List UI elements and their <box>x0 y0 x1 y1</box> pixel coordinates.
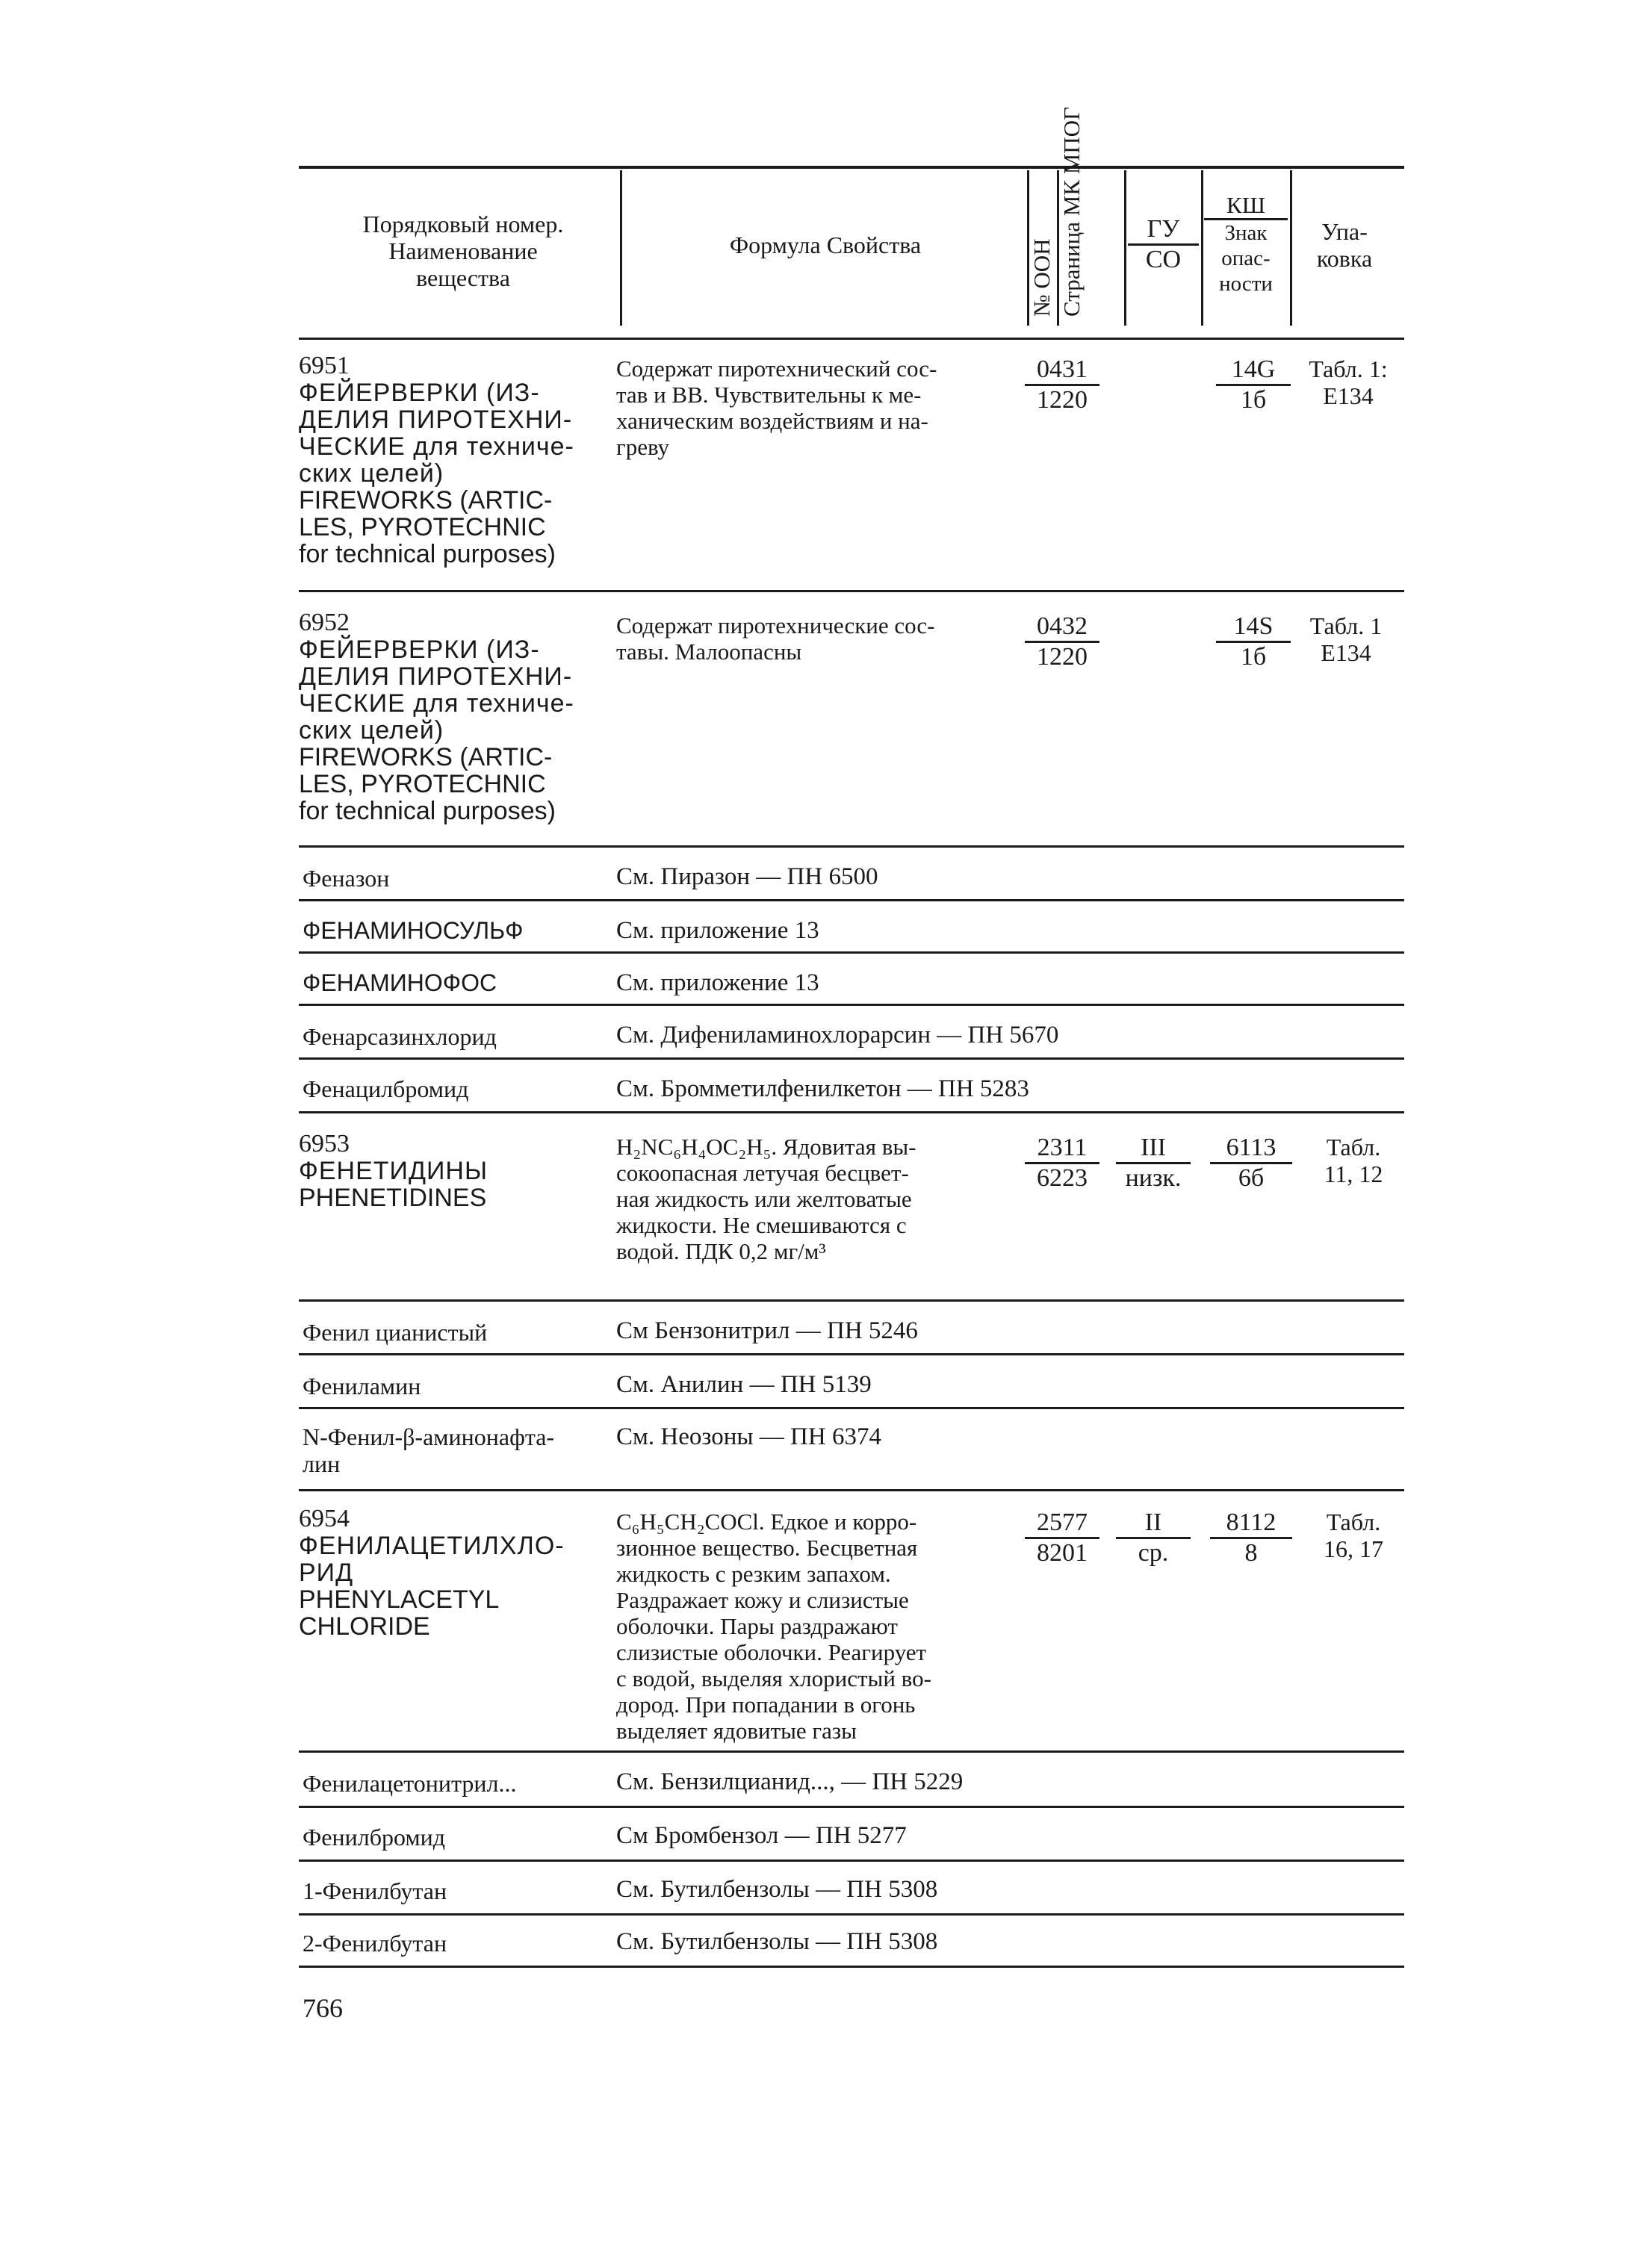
hazard-sign: 6б <box>1238 1164 1265 1192</box>
ref-text: См. приложение 13 <box>616 969 819 996</box>
row-rule <box>299 1299 1404 1302</box>
entry-6952-un-page <box>1025 612 1099 671</box>
row-rule <box>299 951 1404 954</box>
ref-name: ФЕНАМИНОФОС <box>303 969 497 996</box>
header-col-un: № ООН <box>1029 238 1055 317</box>
entry-6952-name <box>299 609 612 824</box>
row-rule <box>299 1913 1404 1916</box>
entry-6951-un-page <box>1025 355 1099 414</box>
un-number: 0431 <box>1025 355 1099 386</box>
entry-name-en: FIREWORKS (ARTIC- LES, PYROTECHNIC for technical purposes) <box>299 743 556 825</box>
row-rule <box>299 1966 1404 1968</box>
row-rule <box>299 1004 1404 1006</box>
ksh-code: 6113 <box>1210 1134 1292 1164</box>
ref-name: Фениламин <box>303 1373 421 1399</box>
ref-text: См. Бутилбензолы — ПН 5308 <box>616 1876 938 1903</box>
gu-code: II <box>1116 1509 1191 1539</box>
header-col-ksh <box>1204 193 1288 296</box>
ksh-code: 8112 <box>1210 1509 1292 1539</box>
row-rule <box>299 845 1404 848</box>
header-divider <box>1201 170 1203 326</box>
row-rule <box>299 1407 1404 1409</box>
entry-6952-desc: Содержат пиротехнические сос- тавы. Малоопасны <box>616 612 935 665</box>
entry-number: 6953 <box>299 1130 350 1158</box>
row-rule <box>299 1806 1404 1808</box>
hazard-sign: 8 <box>1244 1539 1258 1567</box>
header-ksh: КШ <box>1204 193 1288 220</box>
hazard-sign: 1б <box>1240 386 1267 414</box>
ref-name: Фенилбромид <box>303 1824 446 1851</box>
ref-text: См. Бромметилфенилкетон — ПН 5283 <box>616 1075 1029 1102</box>
header-gu: ГУ <box>1128 215 1199 246</box>
ksh-code: 14G <box>1216 355 1291 386</box>
entry-6954-desc: C₆H₅CH₂COCl. Едкое и корро- зионное вещество. Бесцветная жидкость с резким запахом. Раздражает кожу и слизистые оболочки. Пары раздражают слизистые оболочки. Реагирует с водой, выделяя хлористый во- дород. При попадании в огонь выделяет ядовитые газы <box>616 1509 931 1744</box>
row-rule <box>299 1057 1404 1060</box>
entry-6951-desc: Содержат пиротехнический сос- тав и ВВ. Чувствительны к ме- ханическим воздействиям и на- греву <box>616 355 937 460</box>
header-divider <box>1124 170 1126 326</box>
header-sign: Знак опас- ности <box>1219 221 1273 296</box>
ref-name: Фенилацетонитрил... <box>303 1770 517 1797</box>
header-col-gu-co <box>1128 215 1199 274</box>
header-bottom-rule <box>299 338 1404 340</box>
entry-name-ru: ФЕНИЛАЦЕТИЛХЛО- РИД <box>299 1532 565 1587</box>
co-code: ср. <box>1138 1539 1169 1567</box>
entry-name-ru: ФЕЙЕРВЕРКИ (ИЗ- ДЕЛИЯ ПИРОТЕХНИ- ЧЕСКИЕ для техниче- ских целей) <box>299 636 574 745</box>
entry-6951-pack: Табл. 1: Е134 <box>1309 355 1388 409</box>
entry-name-ru: ФЕЙЕРВЕРКИ (ИЗ- ДЕЛИЯ ПИРОТЕХНИ- ЧЕСКИЕ для техниче- ских целей) <box>299 379 574 488</box>
header-top-rule <box>299 166 1404 169</box>
ref-name: 2-Фенилбутан <box>303 1930 447 1957</box>
header-col-pack: Упа- ковка <box>1316 218 1373 272</box>
page-number: 766 <box>303 1993 343 2023</box>
header-col-page: Страница МК МПОГ <box>1058 107 1085 317</box>
entry-6954-un-page <box>1025 1509 1099 1568</box>
entry-number: 6952 <box>299 609 350 636</box>
co-code: низк. <box>1125 1164 1182 1192</box>
entry-6953-ksh-sign <box>1210 1134 1292 1193</box>
row-rule <box>299 1489 1404 1491</box>
ref-text: См. приложение 13 <box>616 917 819 944</box>
header-divider <box>620 170 622 326</box>
ref-text: См. Неозоны — ПН 6374 <box>616 1423 881 1450</box>
ref-text: См Бензонитрил — ПН 5246 <box>616 1317 918 1344</box>
page-number-ref: 6223 <box>1037 1164 1088 1192</box>
entry-6953-desc: H₂NC₆H₄OC₂H₅. Ядовитая вы- сокоопасная летучая бесцвет- ная жидкость или желтоватые жидкости. Не смешиваются с водой. ПДК 0,2 мг/м³ <box>616 1134 916 1264</box>
entry-6954-pack: Табл. 16, 17 <box>1324 1509 1383 1562</box>
ref-name: N-Фенил-β-аминонафта- лин <box>303 1423 555 1477</box>
page-number-ref: 1220 <box>1037 386 1088 414</box>
row-rule <box>299 1111 1404 1113</box>
ref-name: Фенарсазинхлорид <box>303 1023 497 1050</box>
entry-6953-gu-co <box>1116 1134 1191 1193</box>
entry-6954-name <box>299 1506 612 1640</box>
entry-name-en: PHENETIDINES <box>299 1184 487 1212</box>
row-rule <box>299 1353 1404 1355</box>
ref-text: См Бромбензол — ПН 5277 <box>616 1822 907 1849</box>
un-number: 0432 <box>1025 612 1099 643</box>
ref-name: Фенацилбромид <box>303 1075 469 1102</box>
row-rule <box>299 1750 1404 1753</box>
header-co: СО <box>1145 246 1182 273</box>
ref-text: См. Бутилбензолы — ПН 5308 <box>616 1928 938 1955</box>
entry-6954-gu-co <box>1116 1509 1191 1568</box>
header-col-formula: Формула Свойства <box>729 232 922 258</box>
row-rule <box>299 1860 1404 1862</box>
hazard-sign: 1б <box>1240 643 1267 671</box>
entry-number: 6951 <box>299 352 350 379</box>
gu-code: III <box>1116 1134 1191 1164</box>
ref-text: См. Пиразон — ПН 6500 <box>616 863 878 890</box>
ref-name: Фенил цианистый <box>303 1319 488 1346</box>
ref-text: См. Бензилцианид..., — ПН 5229 <box>616 1768 964 1795</box>
page-number-ref: 8201 <box>1037 1539 1088 1567</box>
ref-text: См. Анилин — ПН 5139 <box>616 1371 872 1398</box>
entry-name-en: FIREWORKS (ARTIC- LES, PYROTECHNIC for technical purposes) <box>299 486 556 568</box>
entry-6951-ksh-sign <box>1216 355 1291 414</box>
entry-6953-un-page <box>1025 1134 1099 1193</box>
ref-name: 1-Фенилбутан <box>303 1877 447 1904</box>
entry-6952-pack: Табл. 1 Е134 <box>1309 612 1383 666</box>
row-rule <box>299 899 1404 901</box>
entry-6953-name <box>299 1131 612 1211</box>
row-rule <box>299 590 1404 592</box>
ksh-code: 14S <box>1216 612 1291 643</box>
un-number: 2577 <box>1025 1509 1099 1539</box>
entry-name-en: PHENYLACETYL CHLORIDE <box>299 1585 500 1641</box>
ref-name: Феназон <box>303 865 390 892</box>
header-col-name: Порядковый номер. Наименование вещества <box>362 211 564 291</box>
entry-6953-pack: Табл. 11, 12 <box>1324 1134 1383 1187</box>
entry-6954-ksh-sign <box>1210 1509 1292 1568</box>
ref-name: ФЕНАМИНОСУЛЬФ <box>303 917 524 944</box>
page-number-ref: 1220 <box>1037 643 1088 671</box>
entry-name-ru: ФЕНЕТИДИНЫ <box>299 1157 488 1185</box>
un-number: 2311 <box>1025 1134 1099 1164</box>
ref-text: См. Дифениламинохлорарсин — ПН 5670 <box>616 1022 1059 1048</box>
entry-6951-name <box>299 352 612 568</box>
header-divider <box>1290 170 1292 326</box>
entry-number: 6954 <box>299 1505 350 1532</box>
entry-6952-ksh-sign <box>1216 612 1291 671</box>
